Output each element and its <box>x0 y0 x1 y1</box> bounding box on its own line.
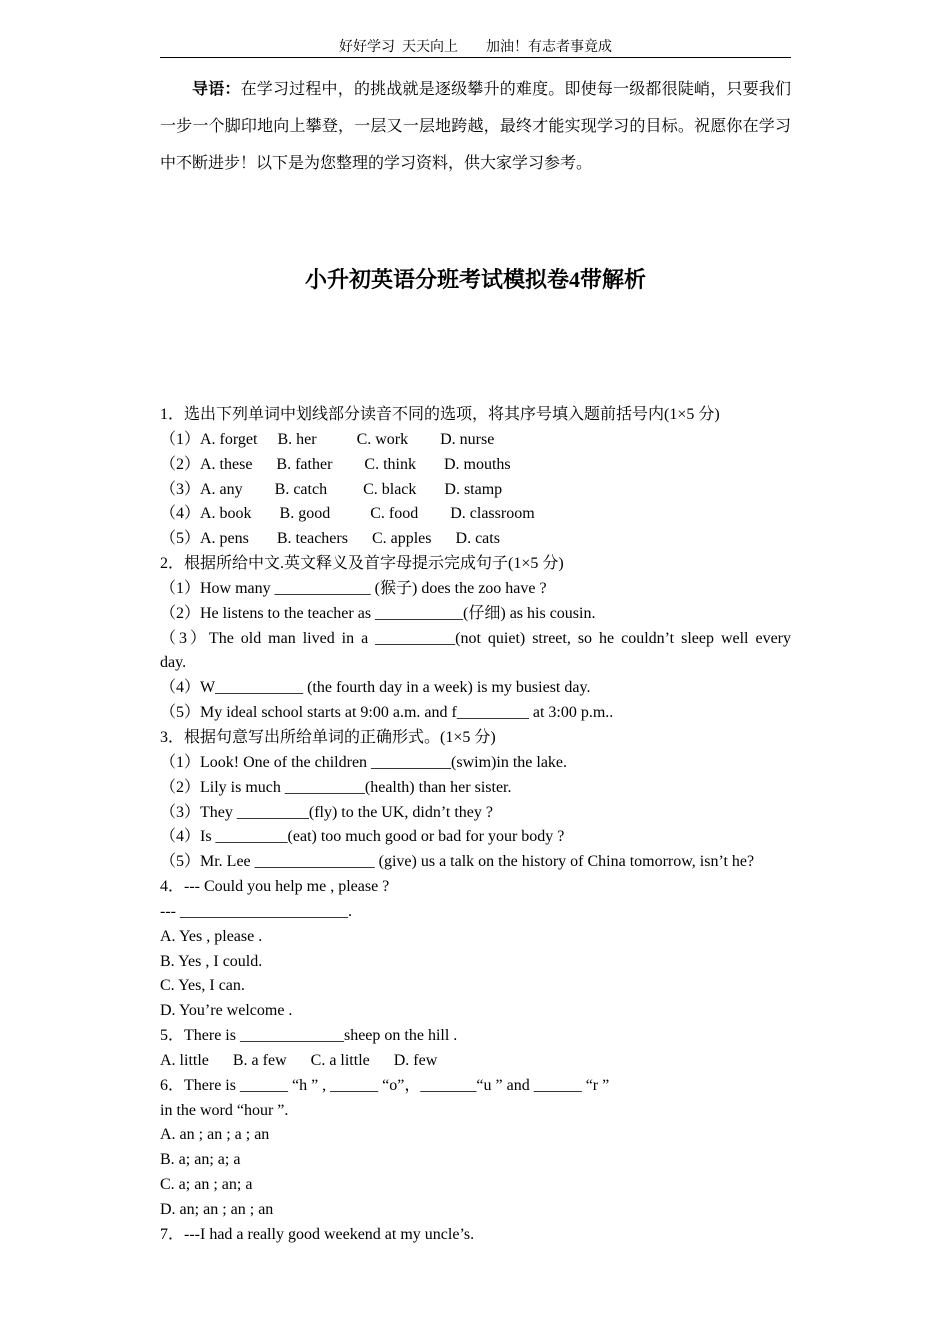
question-3-item-1: （1）Look! One of the children __________(swim)in the lake. <box>160 753 568 771</box>
question-1-item-5: （5）A. pens B. teachers C. apples D. cats <box>160 530 500 548</box>
question-5-prompt: 5．There is _____________sheep on the hill . <box>160 1027 458 1045</box>
intro-paragraph <box>160 71 791 182</box>
question-4-option-c: C. Yes, I can. <box>160 977 245 995</box>
question-2-item-3-continued: day. <box>160 654 187 672</box>
question-6-option-a: A. an ; an ; a ; an <box>160 1126 270 1144</box>
question-5-options: A. little B. a few C. a little D. few <box>160 1051 438 1069</box>
question-1-item-2: （2）A. these B. father C. think D. mouths <box>160 455 511 473</box>
question-1-item-4: （4）A. book B. good C. food D. classroom <box>160 505 535 523</box>
question-list <box>160 403 791 1248</box>
question-2-heading: 2．根据所给中文.英文释义及首字母提示完成句子(1×5 分) <box>160 555 564 573</box>
question-6-prompt: 6．There is ______ “h ” , ______ “o”，_______“u ” and ______ “r ” <box>160 1076 610 1094</box>
question-3-item-3: （3）They _________(fly) to the UK, didn’t they ? <box>160 803 493 821</box>
question-6-option-c: C. a; an ; an; a <box>160 1176 253 1194</box>
question-4-blank: --- _____________________. <box>160 902 352 920</box>
question-2-item-4: （4）W___________ (the fourth day in a week) is my busiest day. <box>160 679 591 697</box>
question-4-option-d: D. You’re welcome . <box>160 1002 293 1020</box>
question-6-option-d: D. an; an ; an ; an <box>160 1201 274 1218</box>
question-2-item-1: （1）How many ____________ (猴子) does the zoo have ? <box>160 579 547 597</box>
question-1-item-3: （3）A. any B. catch C. black D. stamp <box>160 480 503 498</box>
question-6-prompt-continued: in the word “hour ”. <box>160 1101 289 1119</box>
question-2-item-2: （2）He listens to the teacher as ___________(仔细) as his cousin. <box>160 604 596 622</box>
question-1-heading: 1．选出下列单词中划线部分读音不同的选项，将其序号填入题前括号内(1×5 分) <box>160 406 720 423</box>
intro-label: 导语： <box>192 81 241 98</box>
question-4-prompt: 4．--- Could you help me , please ? <box>160 878 390 896</box>
question-7-prompt: 7．---I had a really good weekend at my uncle’s. <box>160 1225 475 1243</box>
question-1-item-1: （1）A. forget B. her C. work D. nurse <box>160 430 495 448</box>
question-2-item-5: （5）My ideal school starts at 9:00 a.m. and f_________ at 3:00 p.m.. <box>160 704 614 722</box>
question-6-option-b: B. a; an; a; a <box>160 1151 241 1169</box>
page-title: 小升初英语分班考试模拟卷4带解析 <box>304 267 646 292</box>
question-4-option-b: B. Yes , I could. <box>160 952 263 970</box>
question-3-item-2: （2）Lily is much __________(health) than her sister. <box>160 778 512 796</box>
question-3-item-4: （4）Is _________(eat) too much good or bad for your body ? <box>160 828 565 846</box>
header-divider <box>160 57 791 58</box>
intro-text: 在学习过程中，的挑战就是逐级攀升的难度。即使每一级都很陡峭，只要我们一步一个脚印地向上攀登，一层又一层地跨越，最终才能实现学习的目标。祝愿你在学习中不断进步！以下是为您整理的学习资料，供大家学习参考。 <box>160 81 791 172</box>
question-3-item-5: （5）Mr. Lee _______________ (give) us a talk on the history of China tomorrow, isn’t he? <box>160 853 755 871</box>
question-4-option-a: A. Yes , please . <box>160 927 263 945</box>
page-header: 好好学习 天天向上 加油！有志者事竟成 <box>339 40 612 55</box>
question-3-heading: 3．根据句意写出所给单词的正确形式。(1×5 分) <box>160 728 496 746</box>
question-2-item-3: （3）The old man lived in a __________(not quiet) street, so he couldn’t sleep well every <box>160 629 791 647</box>
